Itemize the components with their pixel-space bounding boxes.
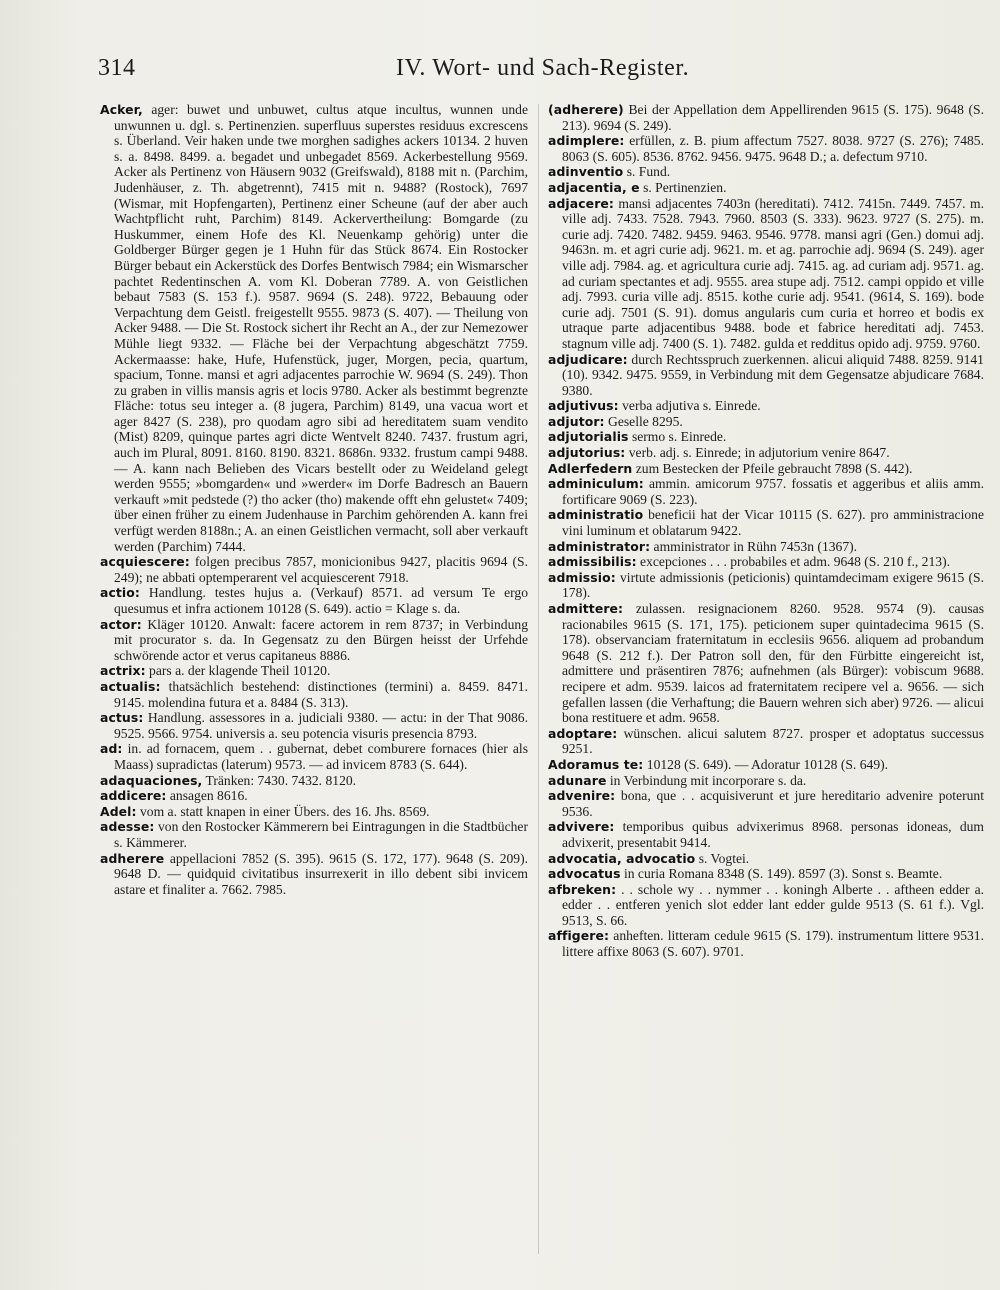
entry-text: zum Bestecken der Pfeile gebraucht 7898 (S. 442).: [635, 460, 913, 476]
register-entry: [100, 851, 528, 898]
register-entry: [548, 414, 984, 430]
register-entry: [548, 882, 984, 929]
entry-text: erfüllen, z. B. pium affectum 7527. 8038. 9727 (S. 276); 7485. 8063 (S. 605). 8536. 8762. 9456. 9475. 9648 D.; a. defectum 9710.: [562, 133, 984, 164]
entry-text: bona, que . . acquisiverunt et jure hereditario advenire poterunt 9536.: [562, 788, 984, 819]
entry-headword: adunare: [548, 772, 607, 788]
entry-headword: adherere: [100, 850, 165, 866]
register-entry: [100, 663, 528, 679]
entry-text: temporibus quibus advixerimus 8968. personas idoneas, dum advixerit, presentabit 9414.: [562, 819, 984, 850]
entry-headword: actor:: [100, 616, 142, 632]
entry-headword: advivere:: [548, 819, 615, 835]
entry-text: von den Rostocker Kämmerern bei Eintragungen in die Stadtbücher s. Kämmerer.: [114, 819, 528, 850]
register-entry: [100, 804, 528, 820]
register-entry: [548, 539, 984, 555]
register-entry: [100, 554, 528, 585]
register-entry: [100, 788, 528, 804]
entry-text: ammin. amicorum 9757. fossatis et aggeribus et aliis amm. fortificare 9069 (S. 223).: [562, 476, 984, 507]
entry-headword: advocatus: [548, 866, 621, 882]
entry-headword: afbreken:: [548, 881, 617, 897]
entry-text: Handlung. testes hujus a. (Verkauf) 8571. ad versum Te ergo quesumus et infra actionem 10128 (S. 649). actio = Klage s. da.: [114, 585, 528, 616]
entry-text: verba adjutiva s. Einrede.: [622, 398, 761, 414]
entry-headword: addicere:: [100, 788, 167, 804]
entry-text: amministrator in Rühn 7453n (1367).: [653, 538, 858, 554]
page-header: [98, 55, 940, 89]
entry-text: s. Pertinenzien.: [643, 179, 727, 195]
entry-text: zulassen. resignacionem 8260. 9528. 9574 (9). causas racionabiles 9615 (S. 171, 175). peticionem super quintadecima 9615 (S. 178). observanciam fraternitatum in ecclesiis 9656. aliquem ad probandum 9648 (S. 212 f.). Der Patron soll den, für den Fürbitte eingereicht ist, admittere und präsentiren 7876; aufnehmen (als Bürger): vobiscum 9688. recipere et adm. 9539. laicos ad fraternitatem recipere vel a. 9656. — sich gefallen lassen (die Verhaftung; die Bauern wehren sich aber) 9726. — alicui bona restituere et adm. 9658.: [562, 601, 984, 726]
entry-headword: adoptare:: [548, 725, 618, 741]
entry-text: vom a. statt knapen in einer Übers. des 16. Jhs. 8569.: [139, 803, 430, 819]
entry-text: in curia Romana 8348 (S. 149). 8597 (3). Sonst s. Beamte.: [623, 866, 943, 882]
register-entry: [100, 679, 528, 710]
register-entry: [548, 445, 984, 461]
entry-text: 10128 (S. 649). — Adoratur 10128 (S. 649).: [646, 756, 889, 772]
register-entry: [548, 196, 984, 352]
entry-headword: adimplere:: [548, 133, 625, 149]
entry-text: ager: buwet und unbuwet, cultus atque incultus, wunnen unde unwunnen u. dgl. s. Pertinenzien. superfluus superstes residuus excrescens s. Überland. Veir haken unde twe morghen sadighes ackers 10134. 2 huven s. a. 8498. 8499. a. begadet und unbegadet 8569. Ackerbestellung 9569. Acker als Pertinenz von Häusern 9032 (Greifswald), 8188 mit n. (Parchim, Judenhäuser, z. Th. abgetrennt), 7415 mit n. 9488? (Rostock), 7697 (Wismar, mit Hopfengarten), Pertinenz einer Scheune (auf der aber auch Wachtpflicht ruht, Parchim) 8149. Ackervertheilung: Bomgarde (zu Huskummer, einem Hofe des Kl. Neuenkamp gehörig) unter die Goldberger Bürger gegen je 1 Huhn für das Stück 8674. Ein Rostocker Bürger bebaut ein Ackerstück des Dorfes Bentwisch 7984; ein Wismarscher pachtet Redentinschen A. vom Kl. Doberan 7789. A. von Geistlichen bebaut 7583 (S. 153 f.). 9587. 9694 (S. 248). 9722, Bebauung oder Verpachtung dem Geistl. freigestellt 9555. 9873 (S. 407). — Theilung von Acker 9488. — Die St. Rostock sichert ihr Recht an A., der zur Nemezower Mühle liegt 9332. — Fläche bei der Verpachtung abgeschätzt 7759. Ackermaasse: hake, Hufe, Hufenstück, juger, Morgen, pecia, quartum, spacium, Tonne. mansi et agri adjacentes parrochie W. 9694 (S. 249). Thon zu graben in villis mansis agris et locis 9780. Acker als bestimmt begrenzte Fläche: totus seu integer a. (8 jugera, Parchim) 8149, una vacua wort et ager 8427 (S. 238), pro quodam agro sibi ad hereditatem suam vendito (Mist) 8209, quinque partes agri dicte Wentvelt 8240. 7437. frustum agri, auch im Plural, 8091. 8160. 8190. 8321. 8686n. 9332. frustum campi 9488. — A. kann nach Belieben des Vicars bestellt oder zu Weideland gelegt werden 9555; »bomgarden« und »werder« im Dorfe Badresch an Bauern verkauft »mit pedstede (?) tho acker (tho) makende offt ehn gelustet« 7409; über einen früher zu einem Judenhause in Parchim gehörenden A. kann frei verfügt werden 8188n.; A. an einen Geistlichen vermacht, soll aber verkauft werden (Parchim) 7444.: [114, 102, 528, 554]
entry-headword: Acker,: [100, 102, 143, 117]
entry-text: s. Fund.: [626, 164, 671, 180]
entry-text: folgen precibus 7857, monicionibus 9427, placitis 9694 (S. 249); ne abbati optemperarent vel acquiescerent 7918.: [114, 554, 528, 585]
entry-headword: adminiculum:: [548, 476, 644, 492]
left-column: [100, 102, 528, 1266]
register-entry: [548, 476, 984, 507]
register-entry: [548, 928, 984, 959]
register-entry: [100, 741, 528, 772]
entry-text: thatsächlich bestehend: distinctiones (termini) a. 8459. 8471. 9145. molendina futura et a. 8484 (S. 313).: [114, 678, 528, 710]
entry-headword: adjutorius:: [548, 445, 626, 461]
page-number: 314: [98, 55, 136, 81]
register-entry: [548, 866, 984, 882]
entry-text: pars a. der klagende Theil 10120.: [149, 663, 331, 679]
register-entry: [548, 726, 984, 757]
running-title: IV. Wort- und Sach-Register.: [396, 55, 690, 81]
entry-text: verb. adj. s. Einrede; in adjutorium venire 8647.: [628, 445, 890, 461]
right-column: [548, 102, 984, 1266]
entry-text: Tränken: 7430. 7432. 8120.: [205, 772, 357, 788]
column-divider: [538, 104, 539, 1254]
register-entry: [548, 554, 984, 570]
entry-headword: Adoramus te:: [548, 756, 644, 772]
entry-text: Handlung. assessores in a. judiciali 9380. — actu: in der That 9086. 9525. 9566. 9754. universis a. seu potencia visuris presencia 8793.: [114, 710, 528, 741]
entry-text: in. ad fornacem, quem . . gubernat, debet comburere fornaces (hier als Maass) supradictas (laterum) 9573. — ad invicem 8783 (S. 644).: [114, 741, 528, 772]
entry-headword: administratio: [548, 507, 644, 523]
register-entry: [548, 164, 984, 180]
entry-headword: acquiescere:: [100, 554, 190, 570]
register-entry: [100, 102, 528, 554]
register-entry: [548, 429, 984, 445]
register-entry: [100, 617, 528, 664]
entry-text: wünschen. alicui salutem 8727. prosper et adoptatus successus 9251.: [562, 725, 984, 757]
entry-headword: Adel:: [100, 803, 137, 819]
entry-text: beneficii hat der Vicar 10115 (S. 627). pro amministracione vini luminum et oblatarum 9422.: [562, 507, 984, 539]
entry-headword: adjacentia, e: [548, 179, 640, 195]
entry-headword: admissio:: [548, 569, 616, 585]
entry-headword: Adlerfedern: [548, 460, 633, 476]
entry-text: Geselle 8295.: [608, 413, 683, 429]
register-entry: [548, 788, 984, 819]
entry-text: Bei der Appellation dem Appellirenden 9615 (S. 175). 9648 (S. 213). 9694 (S. 249).: [562, 102, 984, 133]
register-entry: [100, 710, 528, 741]
entry-headword: admittere:: [548, 601, 624, 616]
register-entry: [100, 585, 528, 616]
register-entry: [548, 570, 984, 601]
entry-text: ansagen 8616.: [169, 788, 248, 804]
entry-headword: adjutivus:: [548, 398, 619, 414]
entry-headword: advenire:: [548, 788, 616, 804]
entry-headword: adjutor:: [548, 413, 605, 429]
entry-text: in Verbindung mit incorporare s. da.: [609, 772, 807, 788]
register-entry: [548, 102, 984, 133]
register-entry: [548, 601, 984, 726]
register-entry: [548, 819, 984, 850]
entry-headword: actrix:: [100, 663, 146, 679]
entry-text: anheften. litteram cedule 9615 (S. 179). instrumentum littere 9531. littere affixe 8063 (S. 607). 9701.: [562, 928, 984, 960]
entry-text: s. Vogtei.: [698, 850, 750, 866]
entry-text: Kläger 10120. Anwalt: facere actorem in rem 8737; in Verbindung mit procurator s. da. In Gegensatz zu den Bürgen heisst der Urfehde schwörende actor et verus capitaneus 8886.: [114, 616, 528, 663]
entry-headword: adjudicare:: [548, 351, 628, 367]
entry-text: durch Rechtsspruch zuerkennen. alicui aliquid 7488. 8259. 9141 (10). 9342. 9475. 9559, in Verbindung mit dem Gegensatze abjudicare 7684. 9380.: [562, 351, 984, 398]
register-entry: [548, 133, 984, 164]
register-entry: [548, 773, 984, 789]
entry-headword: affigere:: [548, 928, 610, 944]
entry-headword: actus:: [100, 710, 144, 726]
entry-headword: actio:: [100, 585, 140, 601]
register-entry: [548, 461, 984, 477]
entry-text: appellacioni 7852 (S. 395). 9615 (S. 172, 177). 9648 (S. 209). 9648 D. — quidquid civitatibus insurrexerit in illo debent sibi invicem astare et finaliter a. 7662. 7985.: [114, 850, 528, 897]
register-entry: [548, 352, 984, 399]
register-entry: [548, 398, 984, 414]
entry-text: . . schole wy . . nymmer . . koningh Alberte . . aftheen edder a. edder . . entferen yenich slot edder lant edder gulde 9513 (S. 61 f.). Vgl. 9513, S. 66.: [562, 881, 984, 928]
entry-headword: actualis:: [100, 678, 161, 694]
entry-headword: adesse:: [100, 819, 155, 835]
register-entry: [100, 819, 528, 850]
register-entry: [100, 773, 528, 789]
entry-headword: ad:: [100, 741, 123, 757]
register-entry: [548, 851, 984, 867]
register-entry: [548, 507, 984, 538]
entry-headword: admissibilis:: [548, 554, 637, 570]
register-entry: [548, 757, 984, 773]
entry-headword: advocatia, advocatio: [548, 850, 696, 866]
entry-text: sermo s. Einrede.: [631, 429, 727, 445]
entry-text: excepciones . . . probabiles et adm. 9648 (S. 210 f., 213).: [640, 554, 950, 570]
register-entry: [548, 180, 984, 196]
entry-headword: (adherere): [548, 102, 624, 117]
entry-headword: adaquaciones,: [100, 772, 203, 788]
entry-headword: adjacere:: [548, 195, 614, 211]
entry-text: virtute admissionis (peticionis) quintamdecimam exigere 9615 (S. 178).: [562, 569, 984, 601]
entry-headword: administrator:: [548, 538, 651, 554]
entry-headword: adinventio: [548, 164, 624, 180]
entry-headword: adjutorialis: [548, 429, 629, 445]
entry-text: mansi adjacentes 7403n (hereditati). 7412. 7415n. 7449. 7457. m. ville adj. 7433. 7528. 7943. 7960. 8503 (S. 333). 9623. 9727 (S. 275). m. curie adj. 7420. 7482. 9459. 9463. 9546. 9778. mansi agri (Gen.) domui adj. 9463n. m. et agri curie adj. 9621. m. et ag. parrochie adj. 9694 (S. 249). ager ville adj. 7984. ag. et agricultura curie adj. 7415. ag. ad curiam adj. 9571. ag. ad curiam spectantes et adj. 9555. area stupe adj. 7512. campi oppido et ville adj. 7993. curia ville adj. 8515. kothe curie adj. 9541. (9614, S. 169). bode curie adj. 7501 (S. 91). domus angularis cum curia et horreo et bodis ex utraque parte adjacentibus 9488. bode et fabrice hereditati adj. 7453. stagnum ville adj. 7400 (S. 1). 7482. gulda et redditus opido adj. 9759. 9760.: [562, 195, 984, 351]
